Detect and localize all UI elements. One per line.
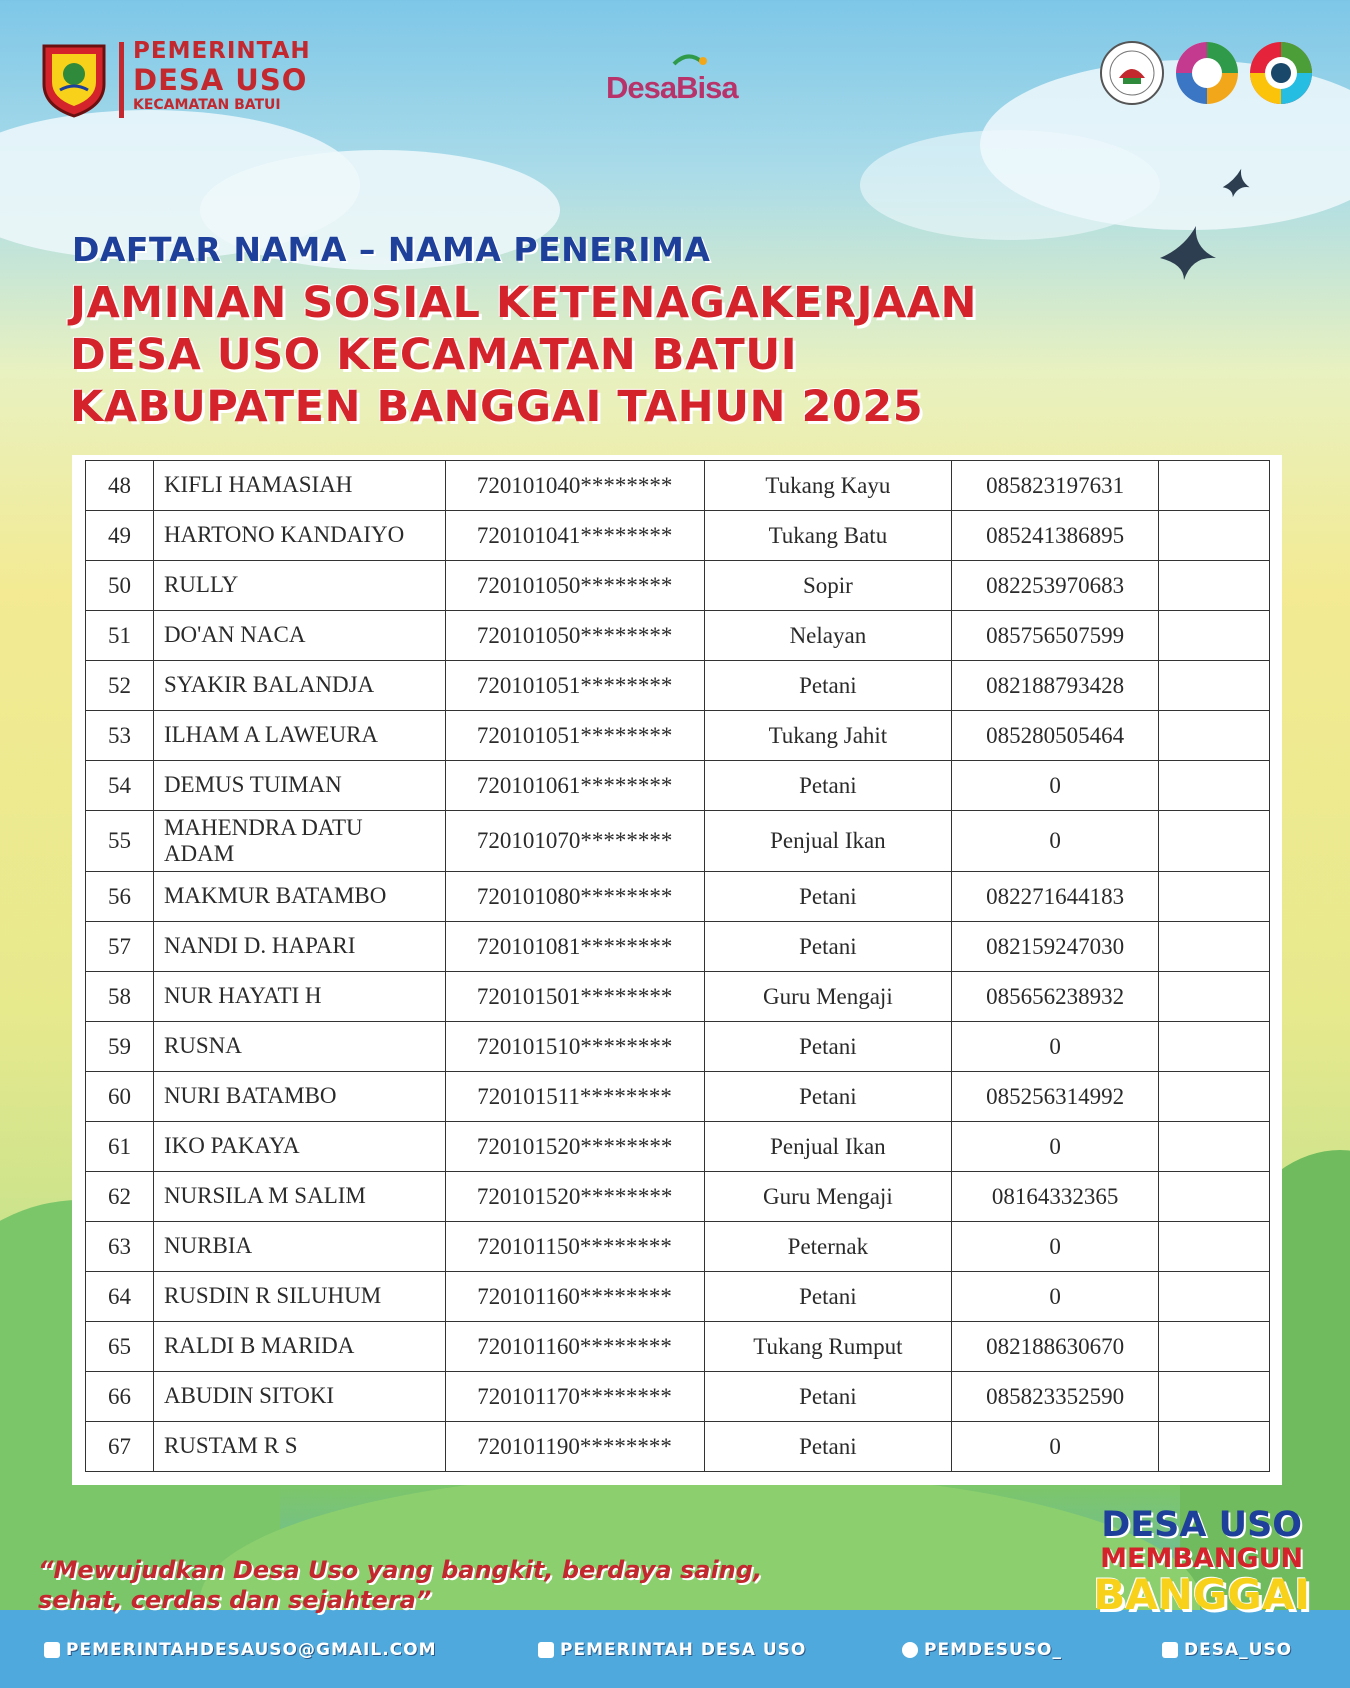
row-nik: 720101080******** xyxy=(445,872,704,922)
row-nik: 720101511******** xyxy=(445,1072,704,1122)
row-number: 67 xyxy=(86,1422,154,1472)
row-nik: 720101041******** xyxy=(445,511,704,561)
row-empty-cell xyxy=(1159,561,1270,611)
row-occupation: Guru Mengaji xyxy=(704,1172,952,1222)
regency-emblem-icon xyxy=(40,40,108,118)
row-phone: 08164332365 xyxy=(952,1172,1159,1222)
row-phone: 082253970683 xyxy=(952,561,1159,611)
tiktok-icon xyxy=(902,1642,918,1658)
row-empty-cell xyxy=(1159,972,1270,1022)
row-nik: 720101051******** xyxy=(445,711,704,761)
table-row xyxy=(86,711,1270,761)
row-occupation: Petani xyxy=(704,872,952,922)
row-nik: 720101501******** xyxy=(445,972,704,1022)
title-line-2: DESA USO KECAMATAN BATUI xyxy=(70,330,798,380)
row-name: NURBIA xyxy=(153,1222,445,1272)
row-occupation: Tukang Rumput xyxy=(704,1322,952,1372)
row-name: DEMUS TUIMAN xyxy=(153,761,445,811)
quote-line-1: “Mewujudkan Desa Uso yang bangkit, berdaya saing, xyxy=(38,1556,763,1584)
row-number: 57 xyxy=(86,922,154,972)
row-phone: 0 xyxy=(952,811,1159,872)
slogan-line-2: MEMBANGUN xyxy=(1100,1543,1304,1574)
row-occupation: Penjual Ikan xyxy=(704,811,952,872)
row-occupation: Nelayan xyxy=(704,611,952,661)
row-empty-cell xyxy=(1159,922,1270,972)
table-row xyxy=(86,972,1270,1022)
header xyxy=(0,0,1350,200)
row-name: ILHAM A LAWEURA xyxy=(153,711,445,761)
row-nik: 720101040******** xyxy=(445,461,704,511)
row-occupation: Petani xyxy=(704,1272,952,1322)
row-number: 63 xyxy=(86,1222,154,1272)
row-nik: 720101051******** xyxy=(445,661,704,711)
row-phone: 085823352590 xyxy=(952,1372,1159,1422)
row-number: 56 xyxy=(86,872,154,922)
facebook-icon xyxy=(538,1642,554,1658)
row-empty-cell xyxy=(1159,1222,1270,1272)
gov-line-3: KECAMATAN BATUI xyxy=(133,97,281,113)
row-number: 52 xyxy=(86,661,154,711)
table-row xyxy=(86,761,1270,811)
row-number: 55 xyxy=(86,811,154,872)
table-row xyxy=(86,1172,1270,1222)
row-phone: 085756507599 xyxy=(952,611,1159,661)
row-occupation: Petani xyxy=(704,922,952,972)
row-phone: 082188793428 xyxy=(952,661,1159,711)
vision-quote xyxy=(38,1555,818,1615)
row-phone: 0 xyxy=(952,1122,1159,1172)
row-empty-cell xyxy=(1159,611,1270,661)
row-name: NANDI D. HAPARI xyxy=(153,922,445,972)
row-nik: 720101520******** xyxy=(445,1122,704,1172)
row-name: DO'AN NACA xyxy=(153,611,445,661)
desa-bisa-wordmark: DesaBisa xyxy=(606,70,738,105)
row-empty-cell xyxy=(1159,1372,1270,1422)
table-row xyxy=(86,922,1270,972)
table-row xyxy=(86,1322,1270,1372)
row-number: 50 xyxy=(86,561,154,611)
row-phone: 0 xyxy=(952,761,1159,811)
table-row xyxy=(86,561,1270,611)
row-name: NURI BATAMBO xyxy=(153,1072,445,1122)
list-subtitle: DAFTAR NAMA – NAMA PENERIMA xyxy=(72,230,711,269)
row-nik: 720101070******** xyxy=(445,811,704,872)
row-name: RULLY xyxy=(153,561,445,611)
row-nik: 720101190******** xyxy=(445,1422,704,1472)
row-number: 65 xyxy=(86,1322,154,1372)
contact-bar xyxy=(0,1640,1350,1670)
desa-bisa-logo xyxy=(604,52,744,105)
row-empty-cell xyxy=(1159,872,1270,922)
row-name: MAHENDRA DATU ADAM xyxy=(153,811,445,872)
ministry-logo-icon xyxy=(1099,40,1165,106)
row-name: RUSDIN R SILUHUM xyxy=(153,1272,445,1322)
row-empty-cell xyxy=(1159,661,1270,711)
row-phone: 0 xyxy=(952,1272,1159,1322)
row-nik: 720101061******** xyxy=(445,761,704,811)
table-row xyxy=(86,1122,1270,1172)
table-row xyxy=(86,1272,1270,1322)
row-nik: 720101160******** xyxy=(445,1272,704,1322)
row-occupation: Petani xyxy=(704,661,952,711)
email-icon xyxy=(44,1642,60,1658)
title-line-3: KABUPATEN BANGGAI TAHUN 2025 xyxy=(70,382,924,432)
table-row xyxy=(86,661,1270,711)
row-nik: 720101150******** xyxy=(445,1222,704,1272)
sdgs-logo-icon xyxy=(1248,40,1314,106)
slogan-line-3: BANGGAI xyxy=(1093,1570,1310,1619)
row-name: KIFLI HAMASIAH xyxy=(153,461,445,511)
row-name: RALDI B MARIDA xyxy=(153,1322,445,1372)
row-empty-cell xyxy=(1159,1022,1270,1072)
row-number: 60 xyxy=(86,1072,154,1122)
row-occupation: Petani xyxy=(704,761,952,811)
row-name: MAKMUR BATAMBO xyxy=(153,872,445,922)
row-name: NURSILA M SALIM xyxy=(153,1172,445,1222)
row-number: 53 xyxy=(86,711,154,761)
header-divider xyxy=(119,42,124,118)
row-occupation: Penjual Ikan xyxy=(704,1122,952,1172)
row-empty-cell xyxy=(1159,511,1270,561)
government-name xyxy=(133,40,311,112)
table-row xyxy=(86,1422,1270,1472)
row-number: 51 xyxy=(86,611,154,661)
row-occupation: Petani xyxy=(704,1022,952,1072)
row-occupation: Petani xyxy=(704,1422,952,1472)
row-phone: 085241386895 xyxy=(952,511,1159,561)
row-nik: 720101160******** xyxy=(445,1322,704,1372)
row-phone: 0 xyxy=(952,1022,1159,1072)
row-nik: 720101081******** xyxy=(445,922,704,972)
row-phone: 082188630670 xyxy=(952,1322,1159,1372)
row-name: HARTONO KANDAIYO xyxy=(153,511,445,561)
row-phone: 085280505464 xyxy=(952,711,1159,761)
table-row xyxy=(86,1072,1270,1122)
facebook-text: PEMERINTAH DESA USO xyxy=(560,1640,807,1660)
recipients-table-body xyxy=(86,461,1270,1472)
row-phone: 082159247030 xyxy=(952,922,1159,972)
recipients-table xyxy=(85,460,1270,1472)
row-empty-cell xyxy=(1159,761,1270,811)
slogan-line-1: DESA USO xyxy=(1101,1505,1303,1545)
row-phone: 0 xyxy=(952,1422,1159,1472)
row-occupation: Sopir xyxy=(704,561,952,611)
table-row xyxy=(86,1022,1270,1072)
row-empty-cell xyxy=(1159,1422,1270,1472)
contact-twitter[interactable] xyxy=(1162,1640,1292,1660)
row-nik: 720101510******** xyxy=(445,1022,704,1072)
row-occupation: Petani xyxy=(704,1072,952,1122)
table-row xyxy=(86,611,1270,661)
row-phone: 0 xyxy=(952,1222,1159,1272)
gov-line-1: PEMERINTAH xyxy=(133,38,311,64)
tiktok-text: PEMDESUSO_ xyxy=(924,1640,1062,1660)
desa-cerdas-logo-icon xyxy=(1174,40,1240,106)
row-name: NUR HAYATI H xyxy=(153,972,445,1022)
row-nik: 720101050******** xyxy=(445,611,704,661)
row-nik: 720101170******** xyxy=(445,1372,704,1422)
quote-line-2: sehat, cerdas dan sejahtera” xyxy=(38,1586,432,1614)
swallow-bird-icon xyxy=(1154,218,1224,288)
gov-line-2: DESA USO xyxy=(133,63,308,97)
table-row xyxy=(86,511,1270,561)
row-name: RUSTAM R S xyxy=(153,1422,445,1472)
row-occupation: Peternak xyxy=(704,1222,952,1272)
swallow-bird-icon xyxy=(1216,162,1258,204)
row-number: 62 xyxy=(86,1172,154,1222)
row-number: 48 xyxy=(86,461,154,511)
contact-tiktok[interactable] xyxy=(902,1640,1062,1660)
table-row xyxy=(86,872,1270,922)
row-empty-cell xyxy=(1159,811,1270,872)
contact-email[interactable] xyxy=(44,1640,437,1660)
row-number: 66 xyxy=(86,1372,154,1422)
title-line-1: JAMINAN SOSIAL KETENAGAKERJAAN xyxy=(70,278,978,328)
contact-facebook[interactable] xyxy=(538,1640,806,1660)
row-number: 58 xyxy=(86,972,154,1022)
row-occupation: Tukang Batu xyxy=(704,511,952,561)
row-empty-cell xyxy=(1159,1122,1270,1172)
row-nik: 720101050******** xyxy=(445,561,704,611)
row-occupation: Tukang Kayu xyxy=(704,461,952,511)
row-name: ABUDIN SITOKI xyxy=(153,1372,445,1422)
row-nik: 720101520******** xyxy=(445,1172,704,1222)
row-empty-cell xyxy=(1159,1322,1270,1372)
row-number: 49 xyxy=(86,511,154,561)
row-phone: 085256314992 xyxy=(952,1072,1159,1122)
row-empty-cell xyxy=(1159,1172,1270,1222)
row-number: 54 xyxy=(86,761,154,811)
twitter-text: DESA_USO xyxy=(1184,1640,1293,1660)
table-row xyxy=(86,811,1270,872)
row-phone: 082271644183 xyxy=(952,872,1159,922)
row-empty-cell xyxy=(1159,1072,1270,1122)
table-row xyxy=(86,1372,1270,1422)
row-name: RUSNA xyxy=(153,1022,445,1072)
row-number: 59 xyxy=(86,1022,154,1072)
row-occupation: Tukang Jahit xyxy=(704,711,952,761)
row-number: 64 xyxy=(86,1272,154,1322)
row-name: SYAKIR BALANDJA xyxy=(153,661,445,711)
row-occupation: Guru Mengaji xyxy=(704,972,952,1022)
email-text: PEMERINTAHDESAUSO@GMAIL.COM xyxy=(66,1640,437,1660)
table-row xyxy=(86,461,1270,511)
slogan xyxy=(1093,1505,1310,1619)
row-occupation: Petani xyxy=(704,1372,952,1422)
table-row xyxy=(86,1222,1270,1272)
twitter-icon xyxy=(1162,1642,1178,1658)
row-number: 61 xyxy=(86,1122,154,1172)
row-name: IKO PAKAYA xyxy=(153,1122,445,1172)
row-empty-cell xyxy=(1159,461,1270,511)
row-empty-cell xyxy=(1159,1272,1270,1322)
row-phone: 085656238932 xyxy=(952,972,1159,1022)
row-phone: 085823197631 xyxy=(952,461,1159,511)
row-empty-cell xyxy=(1159,711,1270,761)
